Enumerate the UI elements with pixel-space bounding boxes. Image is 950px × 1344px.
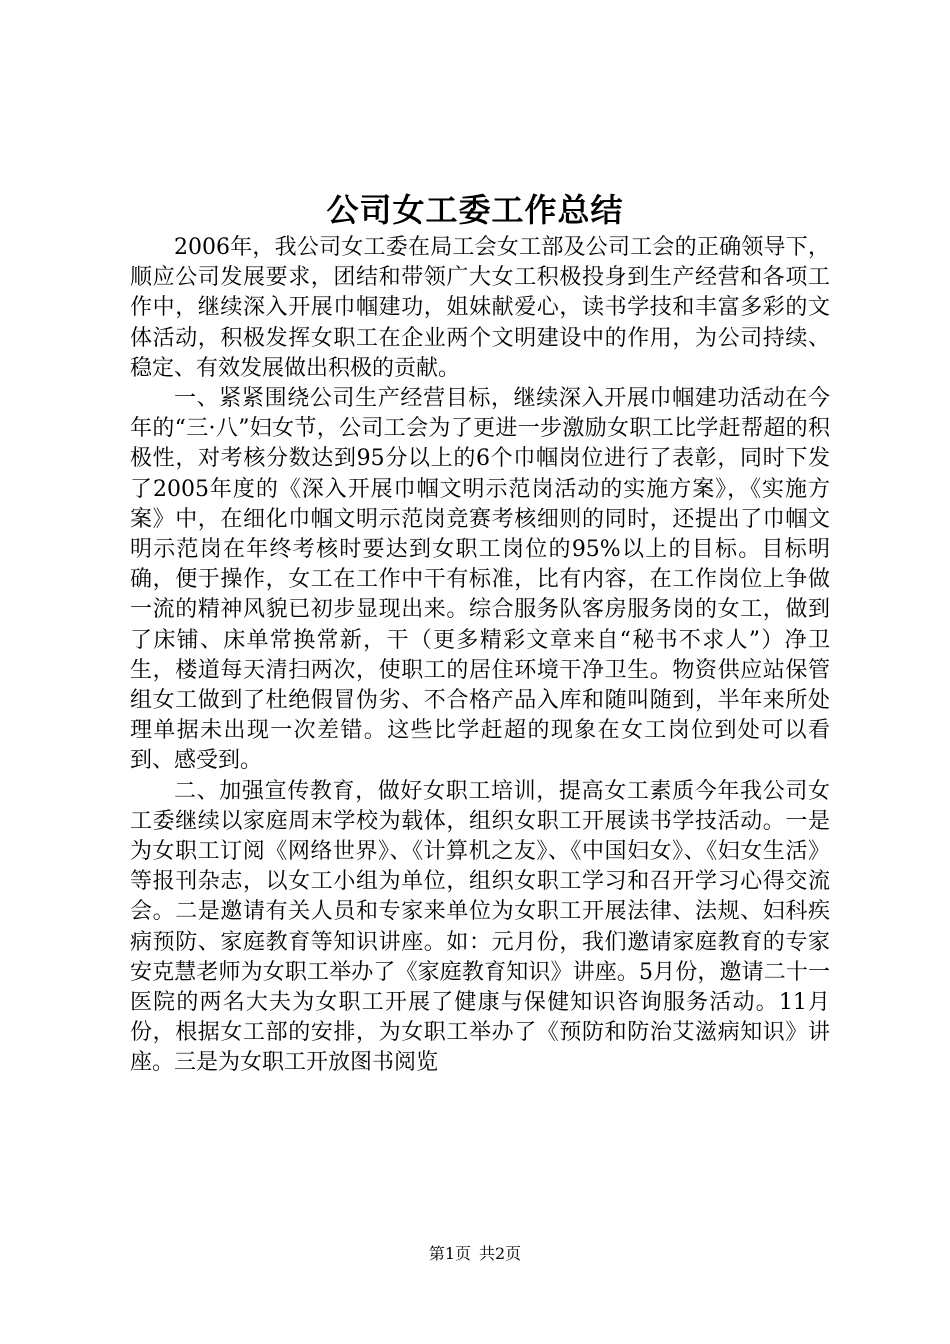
document-body: [130, 233, 830, 1079]
paragraph-section-2: 二、加强宣传教育，做好女职工培训，提高女工素质今年我公司女工委继续以家庭周末学校为载体，组织女职工开展读书学技活动。一是为女职工订阅《网络世界》、《计算机之友》、《中国妇女》、《妇女生活》等报刊杂志，以女工小组为单位，组织女职工学习和召开学习心得交流会。二是邀请有关人员和专家来单位为女职工开展法律、法规、妇科疾病预防、家庭教育等知识讲座。如：元月份，我们邀请家庭教育的专家安克慧老师为女职工举办了《家庭教育知识》讲座。5月份，邀请二十一医院的两名大夫为女职工开展了健康与保健知识咨询服务活动。11月份，根据女工部的安排，为女职工举办了《预防和防治艾滋病知识》讲座。三是为女职工开放图书阅览: [130, 778, 830, 1076]
paragraph-intro: 2006年，我公司女工委在局工会女工部及公司工会的正确领导下，顺应公司发展要求，团结和带领广大女工积极投身到生产经营和各项工作中，继续深入开展巾帼建功，姐妹献爱心，读书学技和丰富多彩的文体活动，积极发挥女职工在企业两个文明建设中的作用，为公司持续、稳定、有效发展做出积极的贡献。: [130, 235, 830, 381]
page-number: 第1页: [428, 1244, 471, 1263]
page-total: 共2页: [479, 1244, 522, 1263]
paragraph-section-1: 一、紧紧围绕公司生产经营目标，继续深入开展巾帼建功活动在今年的“三·八”妇女节，公司工会为了更进一步激励女职工比学赶帮超的积极性，对考核分数达到95分以上的6个巾帼岗位进行了表彰，同时下发了2005年度的《深入开展巾帼文明示范岗活动的实施方案》，《实施方案》中，在细化巾帼文明示范岗竞赛考核细则的同时，还提出了巾帼文明示范岗在年终考核时要达到女职工岗位的95%以上的目标。目标明确，便于操作，女工在工作中干有标准，比有内容，在工作岗位上争做一流的精神风貌已初步显现出来。综合服务队客房服务岗的女工，做到了床铺、床单常换常新，干（更多精彩文章来自“秘书不求人”）净卫生，楼道每天清扫两次，使职工的居住环境干净卫生。物资供应站保管组女工做到了杜绝假冒伪劣、不合格产品入库和随叫随到，半年来所处理单据未出现一次差错。这些比学赶超的现象在女工岗位到处可以看到、感受到。: [130, 386, 830, 774]
document-title: 公司女工委工作总结: [326, 191, 624, 229]
page-footer: [0, 1243, 950, 1265]
